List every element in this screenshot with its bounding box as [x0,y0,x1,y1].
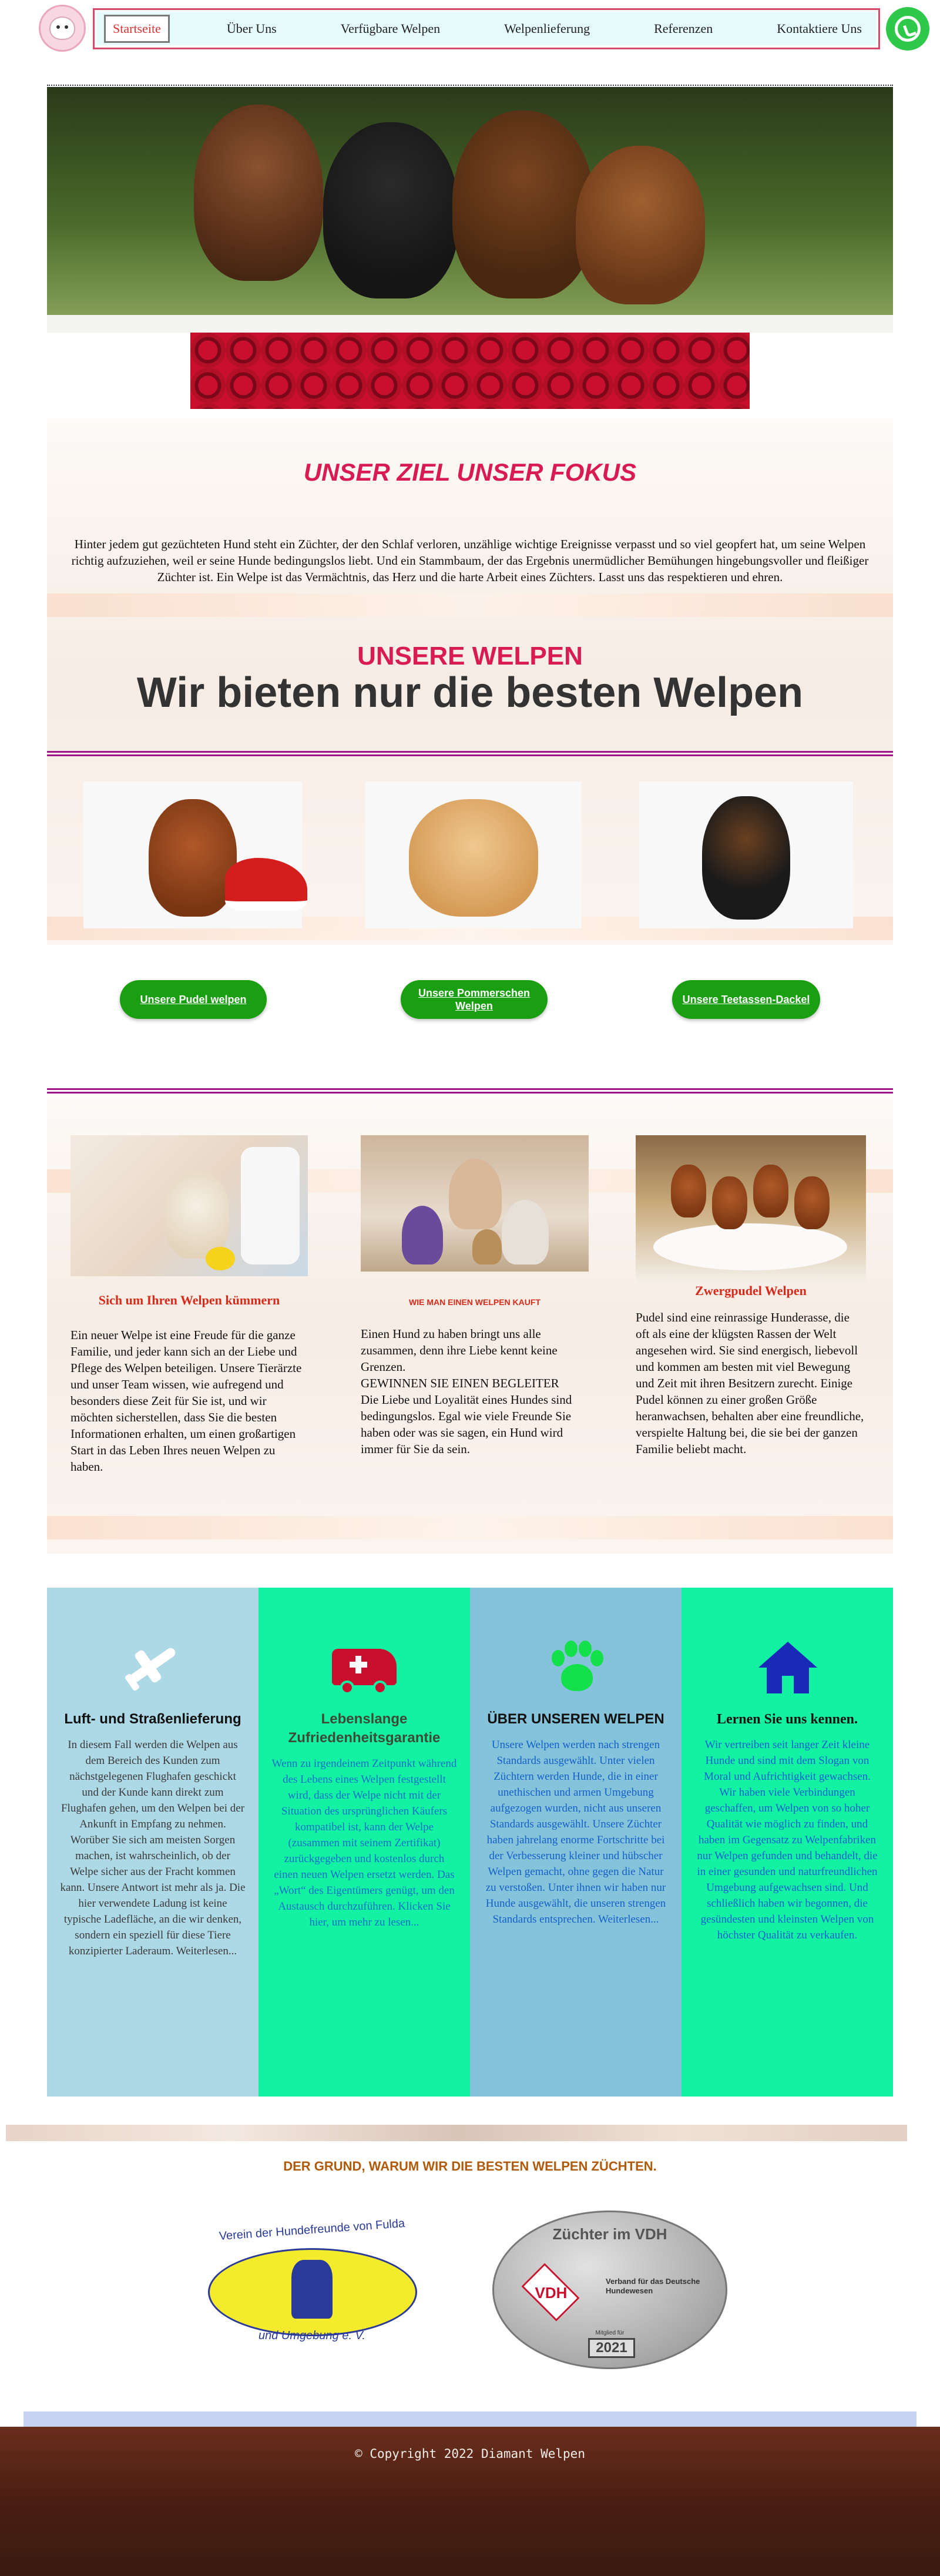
feature-title: Lebenslange Zufriedenheitsgarantie [288,1711,441,1746]
feature-about-puppies [470,1588,682,2097]
footer-accent [24,2411,916,2427]
badge-year-text: seit 1908 [297,2312,327,2320]
poodle-puppy [712,1176,747,1229]
care-title: Sich um Ihren Welpen kümmern [98,1293,280,1307]
hero-blanket [47,315,893,333]
footer-copyright: © Copyright 2022 Diamant Welpen [355,2447,585,2461]
puppy-image [194,105,323,281]
teacup-dachshund-button[interactable]: Unsere Teetassen-Dackel [672,980,820,1019]
nav-item-referenzen[interactable]: Referenzen [654,21,713,36]
site-logo[interactable] [39,5,86,52]
feature-guarantee [258,1588,470,2097]
pomeranian-puppy-image [365,781,582,928]
feature-title: Lernen Sie uns kennen. [716,1712,858,1727]
vdh-logo-text: VDH [535,2284,568,2302]
puppy-image [452,110,593,298]
decorative-strip [6,2125,907,2141]
feature-title: Luft- und Straßenlieferung [64,1711,241,1727]
badge-bottom-text: und Umgebung e. V. [258,2329,365,2342]
main-nav [93,8,880,49]
feature-text: Wir vertreiben seit langer Zeit kleine Hunde und sind mit dem Slogan von Moral und Aufrichtigkeit gewachsen. Wir haben viele Verbindungen geschaffen, um Welpen von so hoher Qualität wie möglich zu finden, und haben im Gegensatz zu Welpenfabriken nur Welpen gefunden und behandelt, die in einer gesunden und naturfreundlichen Umgebung aufgewachsen sind. Und schließlich haben wir begonnen, die gesündesten und kleinsten Welpen von höchster Qualität zu verkaufen. [697,1739,878,1941]
feature-get-to-know-us [682,1588,893,2097]
buy-text-line: Einen Hund zu haben bringt uns alle zusammen, denn ihre Liebe kennt keine Grenzen. [361,1327,558,1374]
site-footer [0,2427,940,2576]
section-divider [47,751,893,756]
decorative-band [47,593,893,617]
dog-logo-icon [49,16,75,40]
buy-title: WIE MAN EINEN WELPEN KAUFT [409,1297,540,1307]
hero-divider [47,85,893,86]
vdh-member-text: Mitglied für [595,2330,625,2336]
reason-heading: DER GRUND, WARUM WIR DIE BESTEN WELPEN ZÜCHTEN. [283,2159,657,2174]
family-puppy-image [472,1229,502,1264]
white-puppy-image [164,1170,229,1259]
fulda-club-badge [203,2213,421,2348]
paw-icon [543,1637,608,1696]
section-divider [47,1088,893,1094]
buy-text-heading: GEWINNEN SIE EINEN BEGLEITER [361,1376,559,1390]
zwergpudel-text: Pudel sind eine reinrassige Hunderasse, die oft als eine der klügsten Rassen der Welt angesehen wird. Sie sind energisch, liebevoll und kommen am besten mit viel Bewegung und Zeit mit ihren Besitzern zurecht. Einige Pudel können zu einer großen Größe heranwachsen, behalten aber eine freundliche, verspielte Haltung bei, die sie bei der ganzen Familie beliebt macht. [636,1310,864,1456]
feature-text[interactable]: Unsere Welpen werden nach strengen Standards ausgewählt. Unter vielen Züchtern werden Hunde, die in einer unethischen und armen Umgebung aufgezogen wurden, nicht aus unseren Standards ausgewählt. Unsere Züchter haben jahrelang enorme Fortschritte bei der Verbesserung kleiner und hübscher Welpen gemacht, ohne gegen die Natur zu verstoßen. Unter ihnen wir haben nur Hunde ausgewählt, die unseren strengen Standards entsprechen. Weiterlesen... [485,1739,666,1926]
pomeranian-image [409,799,538,917]
santa-hat-icon [225,858,307,911]
pomeranian-puppies-button[interactable]: Unsere Pommerschen Welpen [401,980,548,1019]
hero-image [47,87,893,333]
family-member-image [402,1206,443,1264]
vet-care-image [70,1135,308,1276]
poodle-image [149,799,237,917]
house-icon [755,1637,820,1696]
vdh-org-text: Verband für das Deutsche Hundewesen [606,2277,700,2295]
vdh-breeder-badge [492,2211,727,2369]
dachshund-image [702,796,790,920]
care-text: Ein neuer Welpe ist eine Freude für die ganze Familie, und jeder kann sich an der Liebe und Pflege des Welpen beteiligen. Unsere Tierärzte und unser Team wissen, wie aufregend und besonders diese Zeit für Sie ist, und wir möchten sicherstellen, dass Sie die besten Informationen erhalten, um einen großartigen Start in das Leben Ihres neuen Welpen zu haben. [70,1328,302,1474]
poodle-puppy [753,1165,788,1217]
nav-item-kontaktiere-uns[interactable]: Kontaktiere Uns [777,21,862,36]
family-member-image [502,1200,549,1264]
welpen-kicker: UNSERE WELPEN [357,642,583,670]
vet-coat-image [241,1147,300,1264]
nav-item-welpenlieferung[interactable]: Welpenlieferung [504,21,590,36]
airplane-icon [120,1637,185,1696]
nav-item-ueber-uns[interactable]: Über Uns [226,21,277,36]
ambulance-icon [332,1637,397,1696]
dachshund-puppy-image [639,781,853,928]
dog-handler-icon [291,2260,333,2319]
vdh-badge-title: Züchter im VDH [552,2225,667,2243]
fur-rug-image [653,1223,847,1270]
puppy-image [323,122,458,298]
whatsapp-icon [895,16,921,42]
roses-image [190,333,750,409]
vdh-year: 2021 [588,2338,635,2358]
buy-text-line: Die Liebe und Loyalität eines Hundes sind bedingungslos. Egal wie viele Freunde Sie haben oder was sie sagen, ein Hund wird immer für Sie da sein. [361,1393,572,1456]
puppy-image [576,146,705,304]
nav-item-startseite[interactable]: Startseite [104,15,170,43]
nav-item-verfuegbare-welpen[interactable]: Verfügbare Welpen [340,21,441,36]
poodle-puppies-button[interactable]: Unsere Pudel welpen [120,980,267,1019]
feature-delivery [47,1588,258,2097]
zwergpudel-title: Zwergpudel Welpen [695,1283,807,1298]
badge-top-text: Verein der Hundefreunde von Fulda [219,2216,405,2243]
feature-text[interactable]: In diesem Fall werden die Welpen aus dem Bereich des Kunden zum nächstgelegenen Flughafen geschickt und der Kunde kann direkt zum Flughafen gehen, um den Welpen bei der Ankunft in Empfang zu nehmen. Worüber Sie sich am meisten Sorgen machen, ist wahrscheinlich, ob der Welpe sicher aus der Fracht kommen kann. Unsere Antwort ist mehr als ja. Die hier verwendete Ladung ist keine typische Ladefläche, an die wir denken, sondern ein speziell für diese Tiere konzipierter Laderaum. Weiterlesen... [60,1739,246,1957]
site-header [0,0,940,56]
poodle-litter-image [636,1135,866,1283]
toy-duck-image [206,1247,235,1270]
family-with-puppy-image [361,1135,589,1272]
feature-text[interactable]: Wenn zu irgendeinem Zeitpunkt während des Lebens eines Welpen festgestellt wird, dass der Welpe nicht mit der Situation des ursprünglichen Käufers kompatibel ist, kann der Welpe (zusammen mit seinem Zertifikat) zurückgegeben und kostenlos durch einen neuen Welpen ersetzt werden. Das „Wort“ des Eigentümers genügt, um den Austausch durchzuführen. Klicken Sie hier, um mehr zu lesen... [271,1757,457,1928]
family-member-image [449,1159,502,1229]
goal-text: Hinter jedem gut gezüchteten Hund steht ein Züchter, der den Schlaf verloren, unzählige wichtige Ereignisse verpasst und so viel geopfert hat, um seine Welpen richtig aufzuziehen, weil er seine Hunde bedingungslos liebt. Und ein Stammbaum, der das Ergebnis unermüdlicher Bemühungen hingebungsvoller und fleißiger Züchter ist. Ein Welpe ist das Vermächtnis, das Herz und die harte Arbeit eines Züchters. Lasst uns das respektieren und ehren. [71,537,869,584]
decorative-band [47,1516,893,1539]
whatsapp-button[interactable] [886,7,929,51]
feature-title: ÜBER UNSEREN WELPEN [487,1711,664,1727]
poodle-puppy-image [83,781,302,928]
welpen-title: Wir bieten nur die besten Welpen [136,669,804,716]
goal-title: UNSER ZIEL UNSER FOKUS [303,458,637,486]
poodle-puppy [794,1176,830,1229]
buy-text [361,1326,589,1457]
poodle-puppy [671,1165,706,1217]
